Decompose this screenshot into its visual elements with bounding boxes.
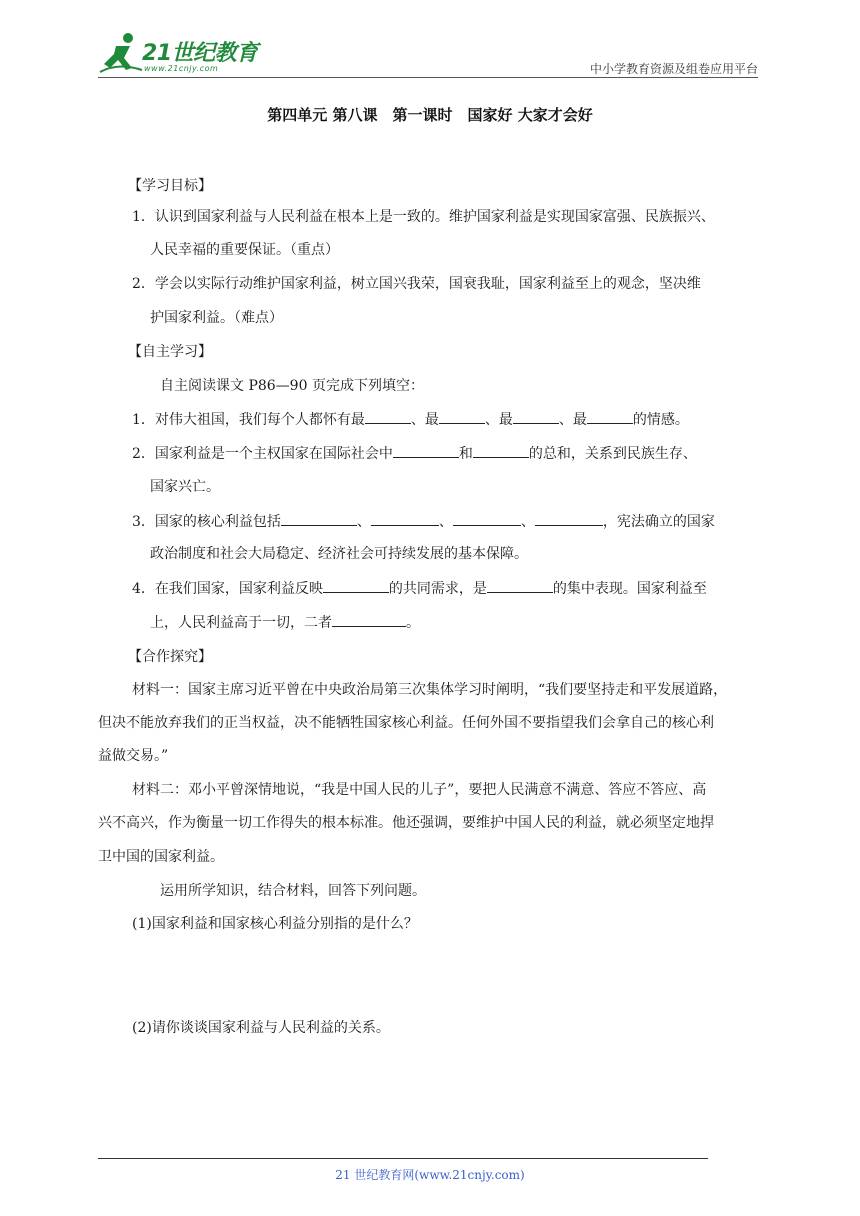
fill-question-1 (132, 409, 689, 430)
q2-end: 的总和，关系到民族生存、 (528, 446, 697, 462)
answer-blank[interactable] (393, 443, 459, 458)
objectives-heading: 【学习目标】 (128, 178, 212, 194)
q4-end: 的集中表现。国家利益至 (552, 581, 707, 597)
q4-text: 4．在我们国家，国家利益反映 (132, 581, 323, 597)
answer-blank[interactable] (371, 511, 439, 526)
q4-line2-end: 。 (406, 615, 420, 631)
objective-1-line2: 人民幸福的重要保证。（重点） (150, 242, 339, 258)
self-study-heading: 【自主学习】 (128, 344, 212, 360)
objective-1-line1: 1．认识到国家利益与人民利益在根本上是一致的。维护国家利益是实现国家富强、民族振兴、 (132, 209, 715, 225)
q1-text: 1．对伟大祖国，我们每个人都怀有最 (132, 412, 365, 428)
answer-blank[interactable] (323, 578, 389, 593)
answer-blank[interactable] (535, 511, 603, 526)
objective-2-line2: 护国家利益。（难点） (150, 310, 283, 326)
fill-question-2 (132, 443, 697, 464)
answer-blank[interactable] (453, 511, 521, 526)
footer-link[interactable]: 21 世纪教育网(www.21cnjy.com) (335, 1168, 525, 1182)
answer-blank[interactable] (587, 409, 633, 424)
page-header (98, 30, 758, 78)
footer-divider (98, 1158, 708, 1159)
answer-blank[interactable] (281, 511, 357, 526)
q3-sep: 、 (356, 514, 371, 530)
runner-logo-icon (98, 30, 144, 76)
cooperation-heading: 【合作探究】 (128, 649, 212, 665)
q2-and: 和 (458, 446, 473, 462)
objective-2-line1: 2．学会以实际行动维护国家利益，树立国兴我荣，国衰我耻，国家利益至上的观念，坚决维 (132, 276, 701, 292)
q4-mid: 的共同需求，是 (388, 581, 487, 597)
self-study-intro: 自主阅读课文 P86—90 页完成下列填空： (160, 378, 424, 394)
header-divider (98, 77, 758, 78)
fill-question-3-line2: 政治制度和社会大局稳定、经济社会可持续发展的基本保障。 (150, 546, 528, 562)
material-1-line1: 材料一：国家主席习近平曾在中央政治局第三次集体学习时阐明，“我们要坚持走和平发展道路， (132, 682, 728, 698)
fill-question-2-line2: 国家兴亡。 (150, 479, 220, 495)
platform-name: 中小学教育资源及组卷应用平台 (589, 62, 758, 76)
site-logo (98, 30, 268, 76)
answer-blank[interactable] (439, 409, 485, 424)
logo-url: www.21cnjy.com (144, 64, 219, 73)
q1-sep: 、最 (558, 412, 587, 428)
question-2: (2)请你谈谈国家利益与人民利益的关系。 (132, 1020, 390, 1036)
page-title: 第四单元 第八课 第一课时 国家好 大家才会好 (267, 106, 593, 124)
material-2-line2: 兴不高兴，作为衡量一切工作得失的根本标准。他还强调，要维护中国人民的利益，就必须坚定地捍 (98, 815, 714, 831)
material-1-line3: 益做交易。” (98, 748, 169, 764)
q3-end: ，宪法确立的国家 (602, 514, 715, 530)
q1-sep: 、最 (410, 412, 439, 428)
q3-text: 3．国家的核心利益包括 (132, 514, 281, 530)
answer-blank[interactable] (473, 443, 529, 458)
q3-sep: 、 (438, 514, 453, 530)
fill-question-3 (132, 511, 715, 532)
q3-sep: 、 (520, 514, 535, 530)
q2-text: 2．国家利益是一个主权国家在国际社会中 (132, 446, 393, 462)
material-2-line3: 卫中国的国家利益。 (98, 849, 224, 865)
answer-blank[interactable] (332, 612, 406, 627)
answer-blank[interactable] (487, 578, 553, 593)
fill-question-4 (132, 578, 707, 599)
instruction-text: 运用所学知识，结合材料，回答下列问题。 (160, 883, 426, 899)
material-1-line2: 但决不能放弃我们的正当权益，决不能牺牲国家核心利益。任何外国不要指望我们会拿自己的核心利 (98, 715, 714, 731)
fill-question-4-line2 (150, 612, 420, 633)
q1-sep: 、最 (484, 412, 513, 428)
question-1: (1)国家利益和国家核心利益分别指的是什么？ (132, 916, 418, 932)
q4-line2-text: 上，人民利益高于一切，二者 (150, 615, 332, 631)
q1-end: 的情感。 (632, 412, 689, 428)
logo-text: 21世纪教育 (142, 41, 258, 66)
answer-blank[interactable] (513, 409, 559, 424)
material-2-line1: 材料二：邓小平曾深情地说，“我是中国人民的儿子”，要把人民满意不满意、答应不答应、高 (132, 782, 707, 798)
answer-blank[interactable] (365, 409, 411, 424)
